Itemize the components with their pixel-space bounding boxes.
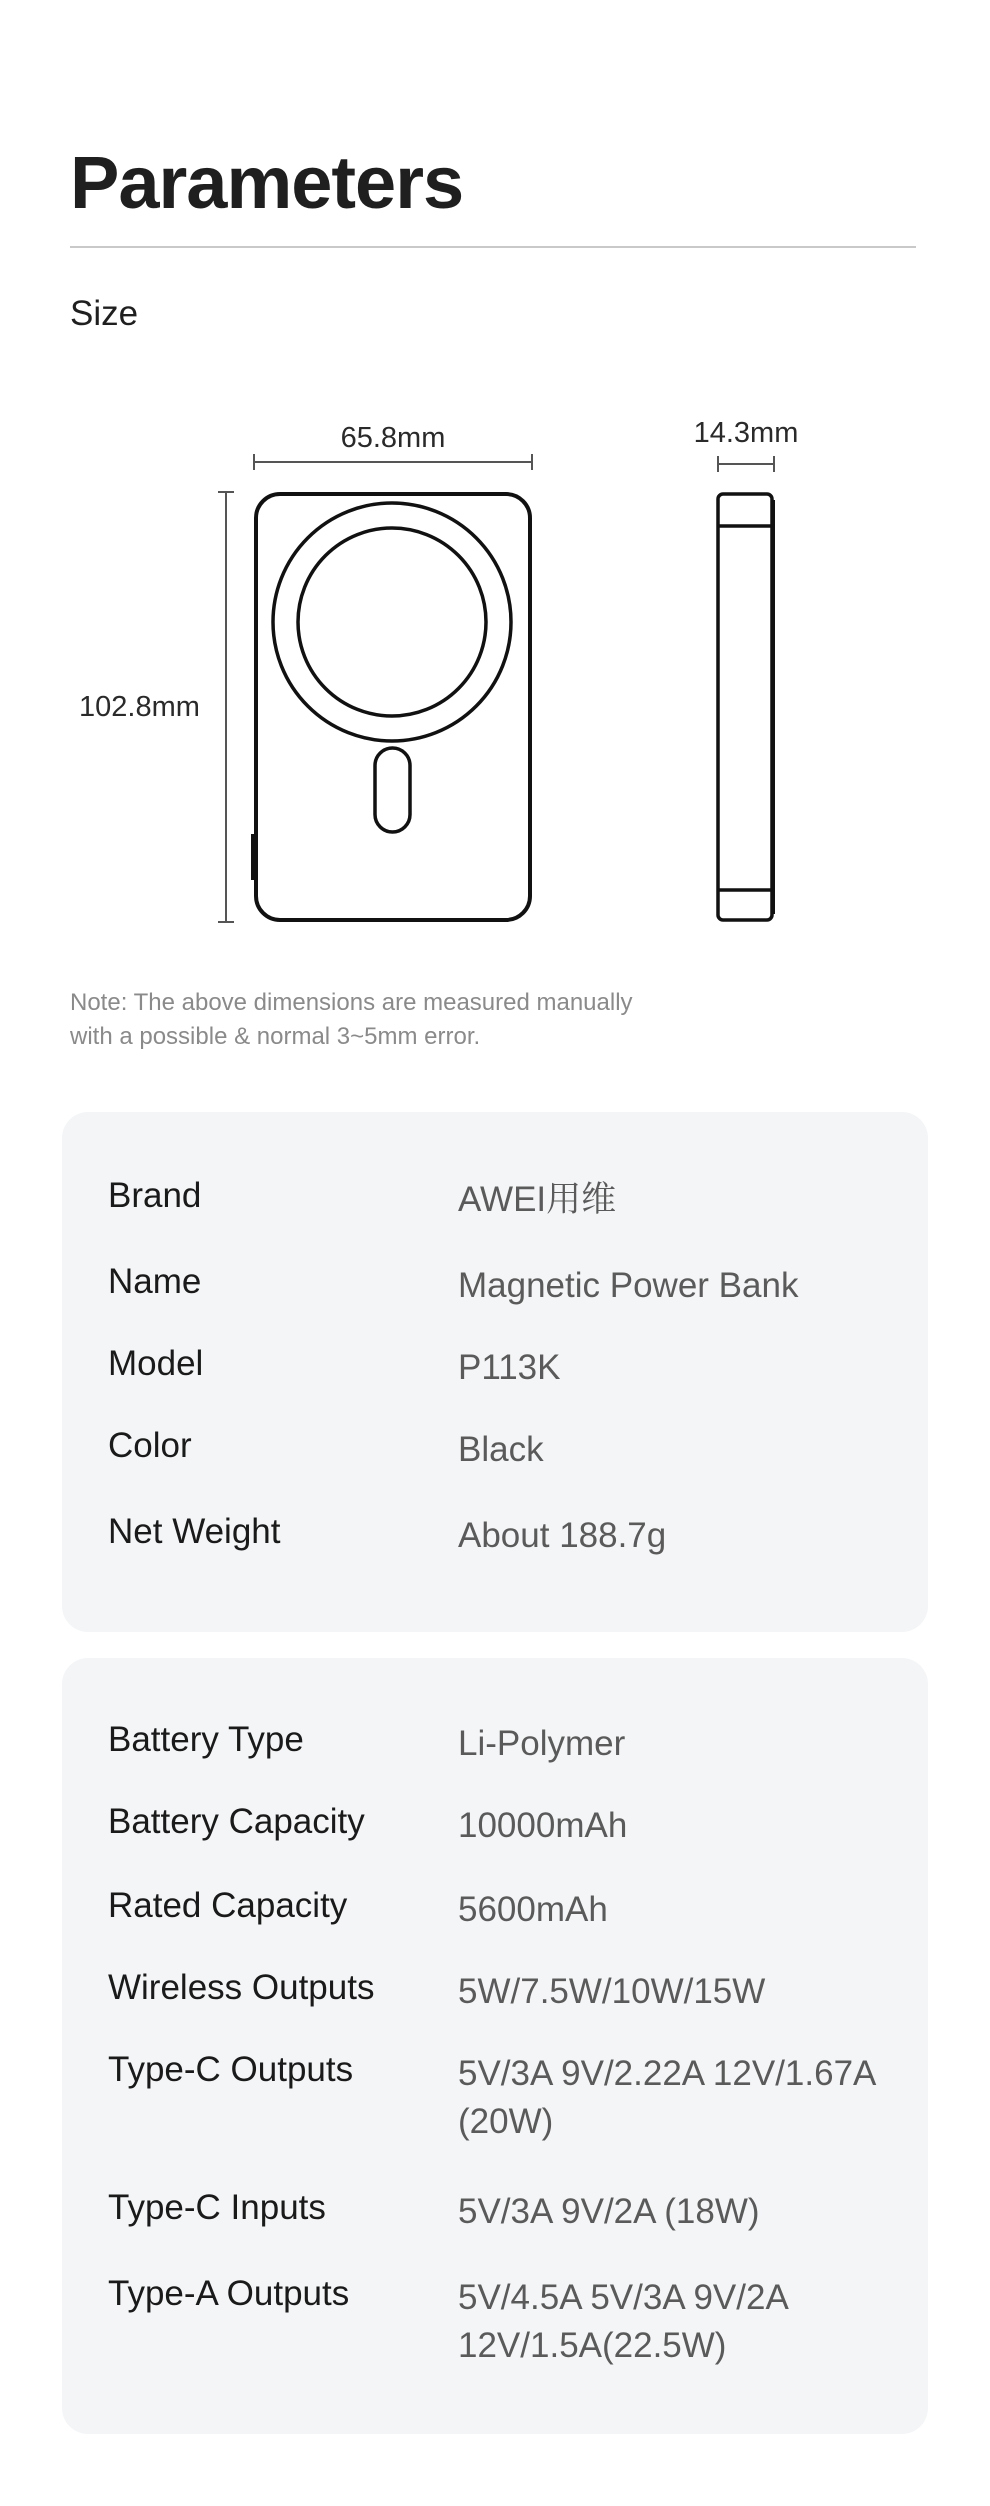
spec-value: AWEI用维 [458, 1180, 617, 1219]
spec-value: 5V/3A 9V/2.22A 12V/1.67A (20W) [458, 2054, 875, 2141]
note-line-1: Note: The above dimensions are measured manually [70, 989, 633, 1016]
spec-value: 5W/7.5W/10W/15W [458, 1972, 766, 2011]
spec-key: Net Weight [108, 1512, 281, 1551]
spec-key: Name [108, 1262, 202, 1301]
spec-value: Black [458, 1430, 544, 1469]
spec-key: Brand [108, 1176, 202, 1215]
spec-value: About 188.7g [458, 1516, 667, 1555]
thickness-dimension-line [718, 456, 774, 472]
measurement-note [70, 986, 770, 1054]
spec-key: Rated Capacity [108, 1886, 348, 1925]
spec-value: 5V/3A 9V/2A (18W) [458, 2192, 760, 2231]
spec-key: Color [108, 1426, 192, 1465]
spec-value: Li-Polymer [458, 1724, 626, 1763]
spec-key: Battery Capacity [108, 1802, 365, 1841]
spec-key: Battery Type [108, 1720, 304, 1759]
battery-specs-card [62, 1658, 928, 2434]
dimension-diagram [0, 0, 990, 1000]
spec-value: 10000mAh [458, 1806, 628, 1845]
spec-value: P113K [458, 1348, 561, 1387]
spec-key: Type-C Outputs [108, 2050, 354, 2089]
spec-key: Model [108, 1344, 204, 1383]
page-title: Parameters [70, 141, 464, 224]
spec-value: 5V/4.5A 5V/3A 9V/2A 12V/1.5A(22.5W) [458, 2278, 787, 2365]
width-label: 65.8mm [340, 422, 446, 454]
thickness-label: 14.3mm [693, 417, 799, 449]
height-label: 102.8mm [79, 691, 200, 723]
spec-value: Magnetic Power Bank [458, 1266, 799, 1305]
spec-key: Type-C Inputs [108, 2188, 326, 2227]
side-view [718, 494, 774, 920]
size-heading: Size [70, 294, 139, 333]
spec-value: 5600mAh [458, 1890, 608, 1929]
height-dimension-line [218, 492, 234, 922]
note-line-2: with a possible & normal 3~5mm error. [70, 1023, 481, 1050]
front-view [253, 494, 530, 920]
spec-key: Wireless Outputs [108, 1968, 375, 2007]
width-dimension-line [254, 454, 532, 470]
basic-specs-card [62, 1112, 928, 1632]
spec-key: Type-A Outputs [108, 2274, 350, 2313]
